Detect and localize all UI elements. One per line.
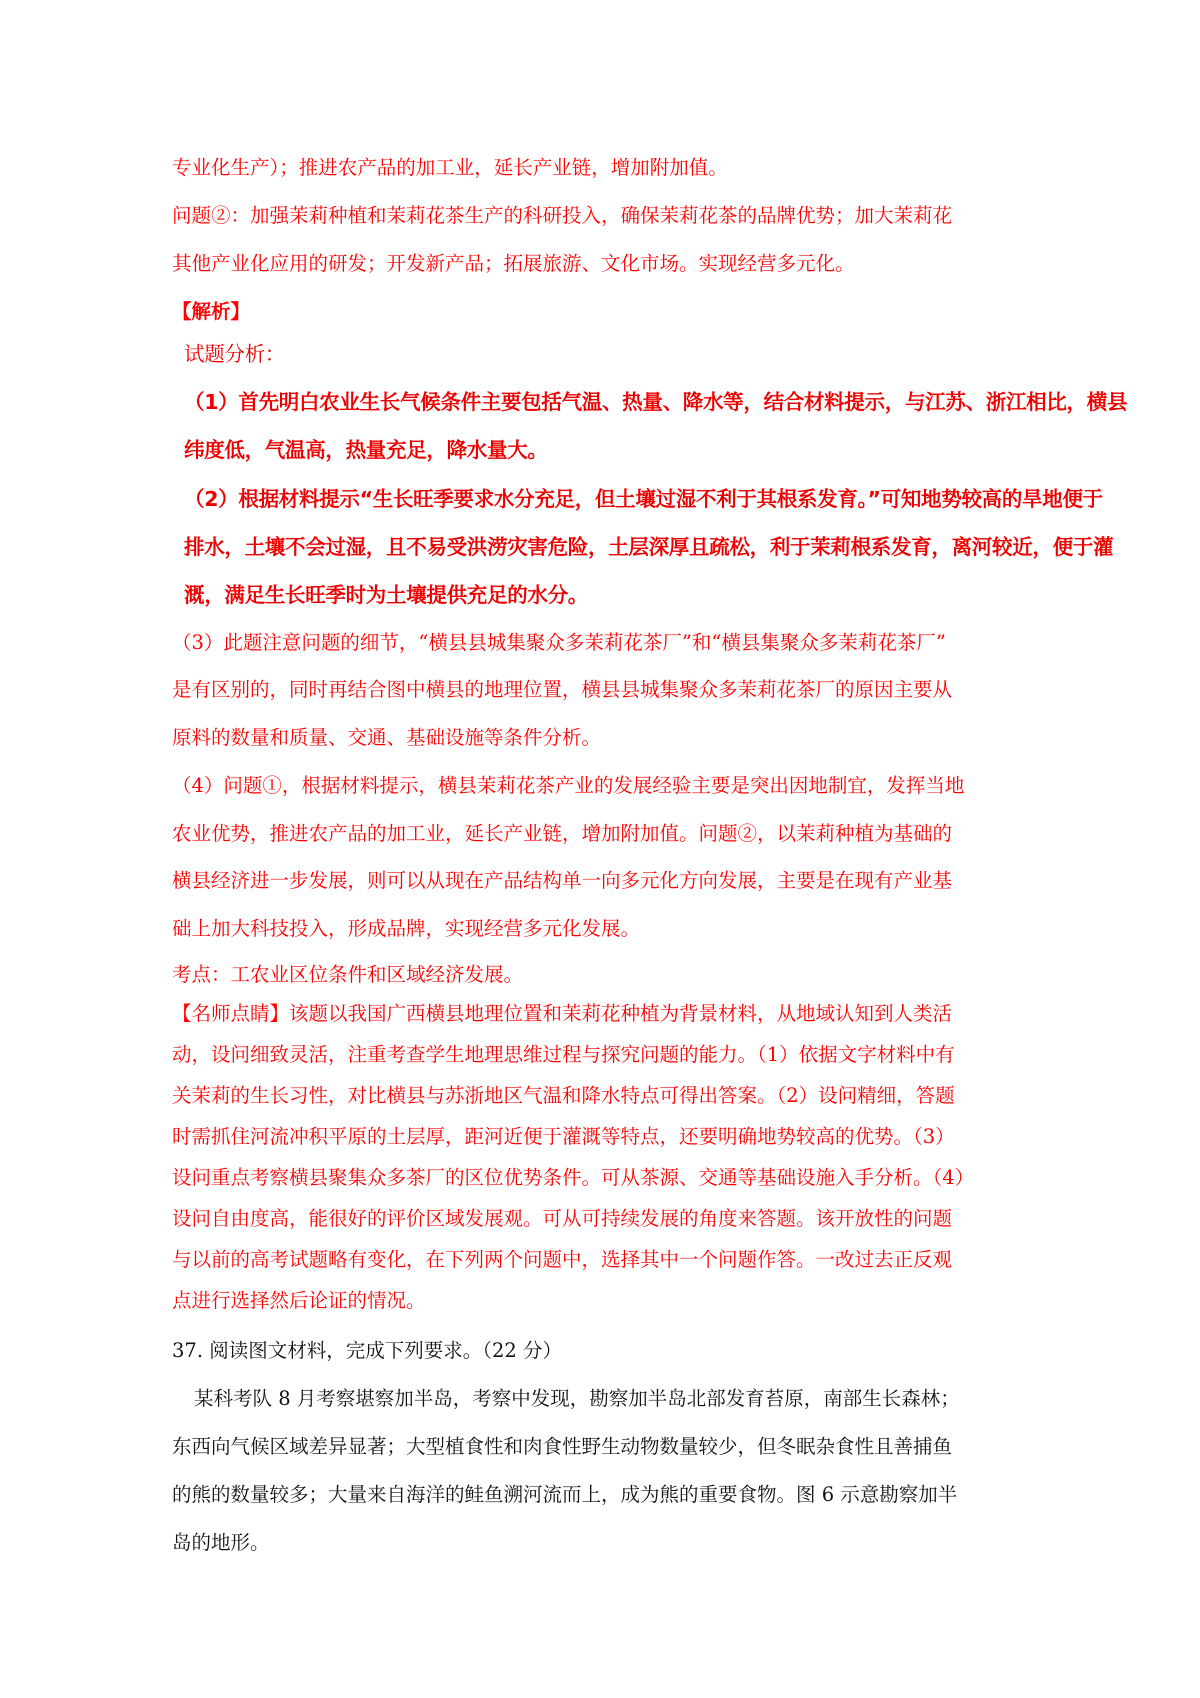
analysis-p3-line-3: 原料的数量和质量、交通、基础设施等条件分析。 (172, 726, 602, 749)
mingshi-line-6: 设问自由度高，能很好的评价区域发展观。可从可持续发展的角度来答题。该开放性的问题 (172, 1207, 953, 1230)
analysis-p1-line-1: （1）首先明白农业生长气候条件主要包括气温、热量、降水等，结合材料提示，与江苏、浙江相比，横县 (184, 390, 1128, 414)
analysis-p3-line-2: 是有区别的，同时再结合图中横县的地理位置，横县县城集聚众多茉莉花茶厂的原因主要从 (172, 678, 953, 701)
mingshi-line-3: 关茉莉的生长习性，对比横县与苏浙地区气温和降水特点可得出答案。（2）设问精细，答题 (172, 1084, 955, 1107)
mingshi-line-5: 设问重点考察横县聚集众多茶厂的区位优势条件。可从茶源、交通等基础设施入手分析。（4） (172, 1166, 975, 1189)
question-37-body-line-1: 某科考队 8 月考察堪察加半岛，考察中发现，勘察加半岛北部发育苔原，南部生长森林； (194, 1387, 960, 1410)
analysis-p2-line-2: 排水，土壤不会过湿，且不易受洪涝灾害危险，土层深厚且疏松，利于茉莉根系发育，离河较近，便于灌 (184, 535, 1114, 559)
kaodian-line: 考点：工农业区位条件和区域经济发展。 (172, 963, 524, 986)
analysis-p4-line-3: 横县经济进一步发展，则可以从现在产品结构单一向多元化方向发展，主要是在现有产业基 (172, 869, 953, 892)
answer-line-1: 专业化生产）；推进农产品的加工业，延长产业链，增加附加值。 (172, 156, 728, 179)
answer-line-2: 问题②：加强茉莉种植和茉莉花茶生产的科研投入，确保茉莉花茶的品牌优势；加大茉莉花 (172, 204, 953, 227)
analysis-p4-line-4: 础上加大科技投入，形成品牌，实现经营多元化发展。 (172, 917, 641, 940)
analysis-heading: 【解析】 (172, 300, 251, 323)
mingshi-line-1: 【名师点睛】该题以我国广西横县地理位置和茉莉花种植为背景材料，从地域认知到人类活 (172, 1002, 953, 1025)
analysis-subheading: 试题分析： (184, 342, 285, 366)
analysis-p2-line-3: 溉，满足生长旺季时为土壤提供充足的水分。 (184, 583, 588, 607)
mingshi-line-2: 动，设问细致灵活，注重考查学生地理思维过程与探究问题的能力。（1）依据文字材料中有 (172, 1043, 955, 1066)
question-37-title: 37. 阅读图文材料，完成下列要求。（22 分） (172, 1339, 562, 1362)
analysis-p3-line-1: （3）此题注意问题的细节，“横县县城集聚众多茉莉花茶厂”和“横县集聚众多茉莉花茶厂” (172, 631, 946, 654)
analysis-p4-line-1: （4）问题①，根据材料提示，横县茉莉花茶产业的发展经验主要是突出因地制宜，发挥当地 (172, 774, 965, 797)
analysis-p4-line-2: 农业优势，推进农产品的加工业，延长产业链，增加附加值。问题②，以茉莉种植为基础的 (172, 822, 953, 845)
mingshi-line-4: 时需抓住河流冲积平原的土层厚，距河近便于灌溉等特点，还要明确地势较高的优势。（3） (172, 1125, 955, 1148)
answer-line-3: 其他产业化应用的研发；开发新产品；拓展旅游、文化市场。实现经营多元化。 (172, 252, 855, 275)
mingshi-line-7: 与以前的高考试题略有变化，在下列两个问题中，选择其中一个问题作答。一改过去正反观 (172, 1248, 953, 1271)
analysis-p1-line-2: 纬度低，气温高，热量充足，降水量大。 (184, 438, 548, 462)
mingshi-line-8: 点进行选择然后论证的情况。 (172, 1289, 426, 1312)
question-37-body-line-2: 东西向气候区域差异显著；大型植食性和肉食性野生动物数量较少，但冬眠杂食性且善捕鱼 (172, 1435, 953, 1458)
question-37-body-line-4: 岛的地形。 (172, 1531, 270, 1554)
question-37-body-line-3: 的熊的数量较多；大量来自海洋的鲑鱼溯河流而上，成为熊的重要食物。图 6 示意勘察加半 (172, 1483, 958, 1506)
analysis-p2-line-1: （2）根据材料提示“生长旺季要求水分充足，但土壤过湿不利于其根系发育。”可知地势较高的旱地便于 (184, 487, 1103, 511)
